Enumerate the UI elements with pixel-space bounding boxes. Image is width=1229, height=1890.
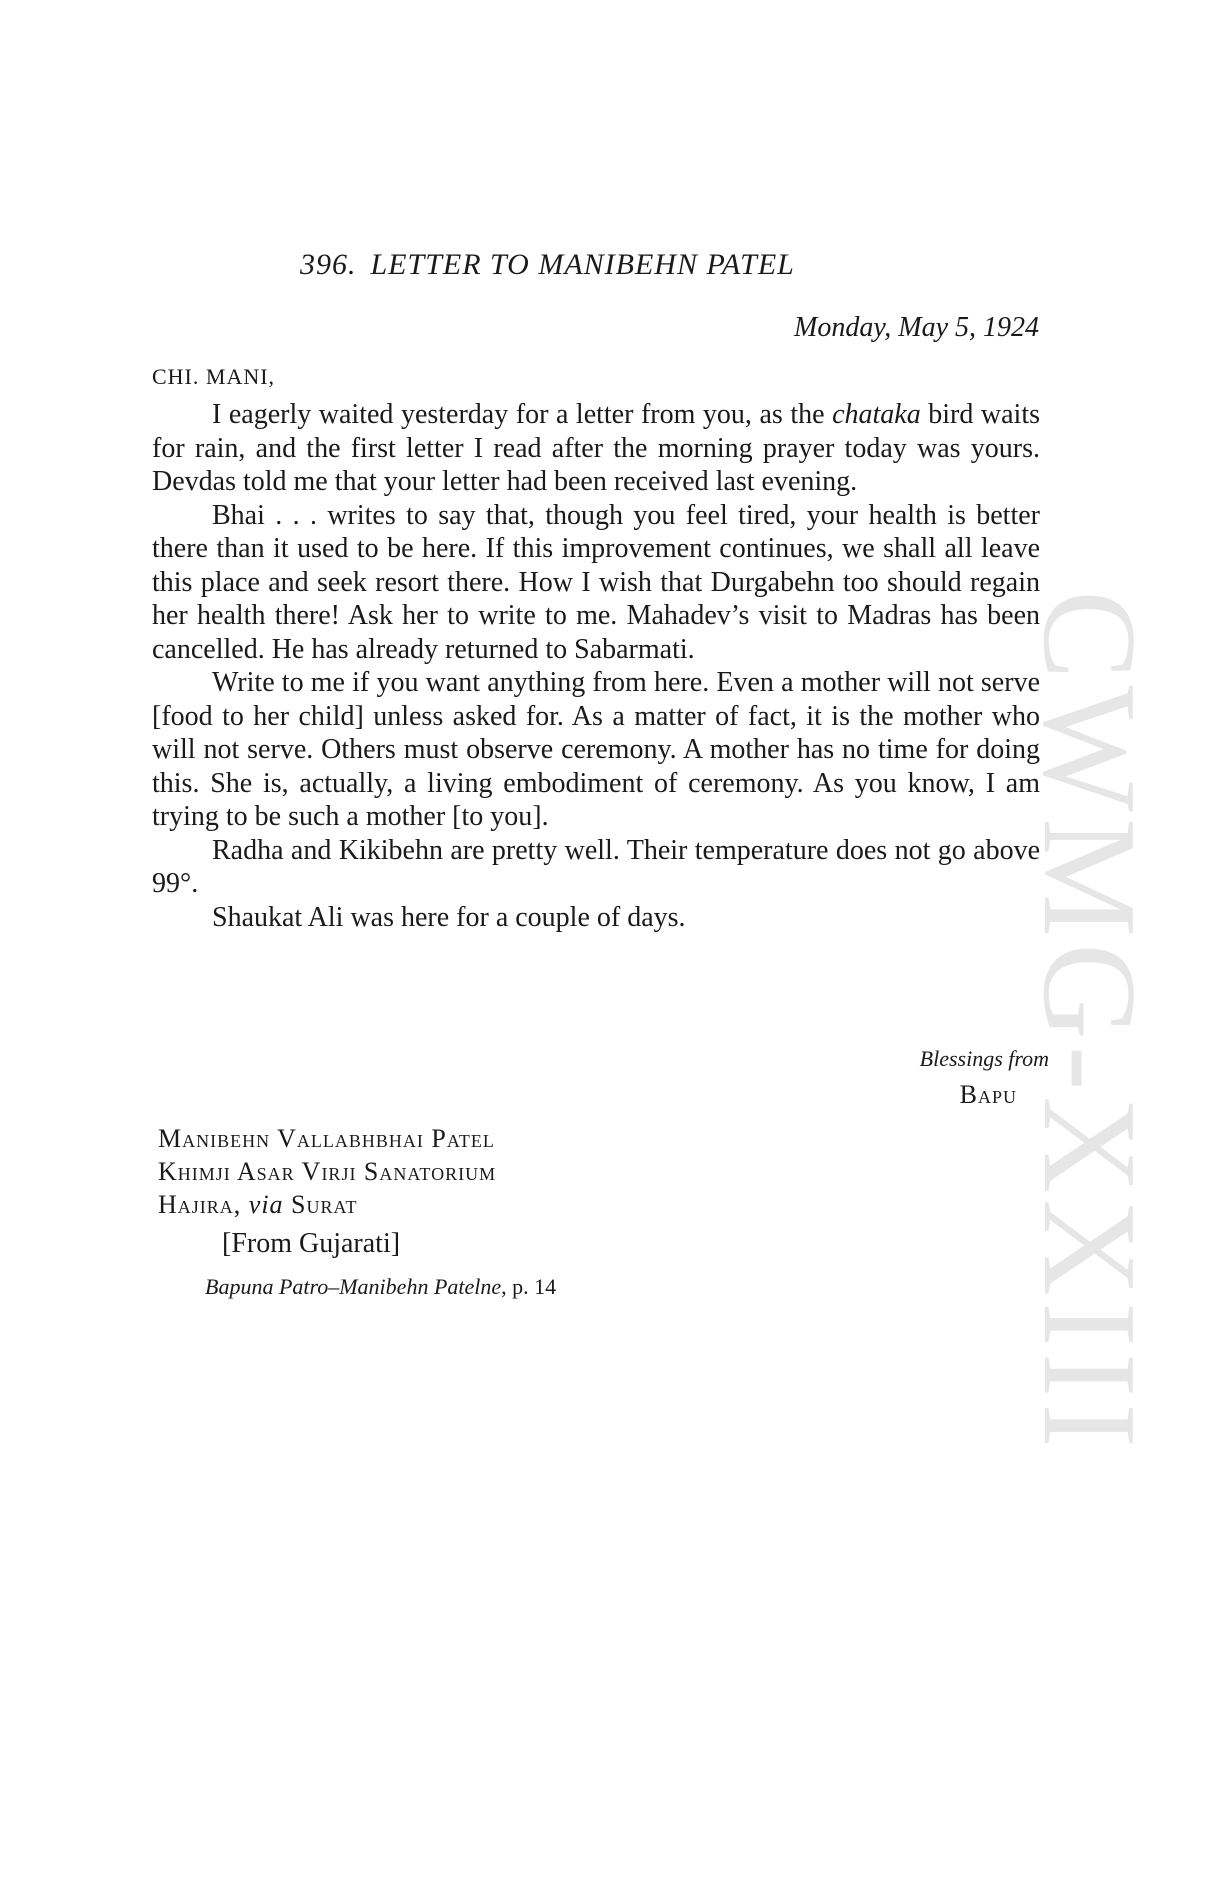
paragraph-3: Write to me if you want anything from here. Even a mother will not serve [food to her child] unless asked for. As a matter of fact, it is the mother who will not serve. Others must observe ceremony. A mother has no time for doing this. She is, actually, a living embodiment of ceremony. As you know, I am trying to be such a mother [to you]. — [152, 667, 1040, 832]
letter-number: 396. — [300, 248, 357, 281]
address-line-1: Manibehn Vallabhbhai Patel — [158, 1124, 495, 1153]
address-line-2: Khimji Asar Virji Sanatorium — [158, 1157, 497, 1186]
citation-page: , p. 14 — [501, 1274, 557, 1299]
salutation: CHI. MANI, — [152, 364, 276, 389]
paragraph-5: Shaukat Ali was here for a couple of days. — [212, 901, 686, 933]
paragraph-4: Radha and Kikibehn are pretty well. Their temperature does not go above 99°. — [152, 834, 1040, 899]
italic-word: chataka — [832, 399, 921, 430]
signoff-blessings: Blessings from — [919, 1046, 1049, 1071]
recipient-address — [158, 1122, 496, 1221]
signoff-signature: Bapu — [959, 1080, 1017, 1109]
letter-date: Monday, May 5, 1924 — [794, 312, 1039, 343]
citation-title: Bapuna Patro–Manibehn Patelne — [205, 1274, 502, 1299]
letter-heading — [300, 248, 795, 282]
source-language-note: [From Gujarati] — [222, 1228, 401, 1259]
paragraph-2: Bhai . . . writes to say that, though you feel tired, your health is better there than it used to be here. If this improvement continues, we shall all leave this place and seek resort there. How I wish that Durgabehn too should regain her health there! Ask her to write to me. Mahadev’s visit to Madras has been cancelled. He has already returned to Sabarmati. — [152, 499, 1040, 665]
watermark-text: CWMG-XXIII — [1016, 590, 1164, 1454]
letter-body — [152, 398, 1040, 934]
paragraph-1: I eagerly waited yesterday for a letter from you, as the chataka bird waits for rain, and the first letter I read after the morning prayer today was yours. Devdas told me that your letter had been received last evening. — [152, 399, 1040, 497]
source-citation — [205, 1274, 556, 1300]
letter-title: LETTER TO MANIBEHN PATEL — [370, 248, 795, 281]
address-line-3: Hajira, via Surat — [158, 1190, 358, 1219]
